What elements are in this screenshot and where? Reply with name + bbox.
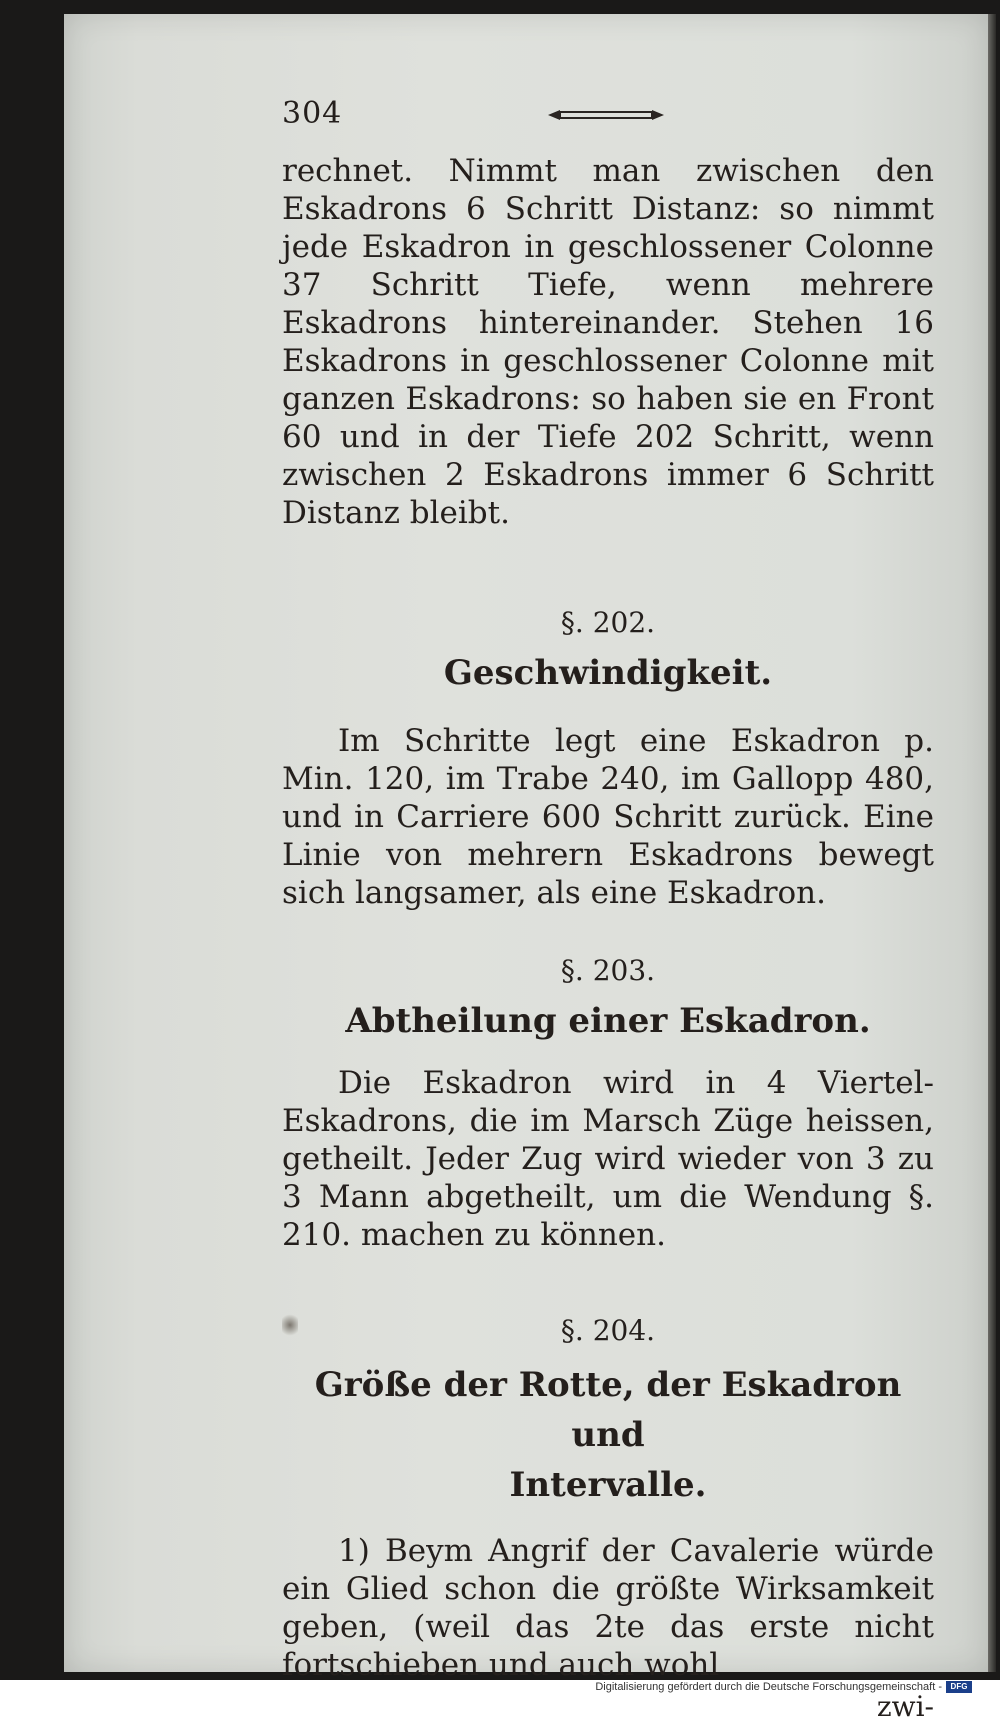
section-203-text: Die Eskadron wird in 4 Viertel-Eskadrons, die im Marsch Züge heissen, getheilt. Jeder Zug wird wieder von 3 zu 3 Mann abgetheilt, um die Wendung §. 210. machen zu können.	[282, 1065, 934, 1253]
section-203-title: Abtheilung einer Eskadron.	[345, 1001, 871, 1041]
credit-text: Digitalisierung gefördert durch die Deutsche Forschungsgemeinschaft -	[595, 1681, 942, 1693]
dfg-logo: DFG	[946, 1681, 972, 1693]
section-203-number: §. 203.	[560, 954, 656, 987]
digitization-credit	[595, 1681, 972, 1693]
intro-paragraph: rechnet. Nimmt man zwischen den Eskadrons 6 Schritt Distanz: so nimmt jede Eskadron in geschlossener Colonne 37 Schritt Tiefe, wenn mehrere Eskadrons hintereinander. Stehen 16 Eskadrons in geschlossener Colonne mit ganzen Eskadrons: so haben sie en Front 60 und in der Tiefe 202 Schritt, wenn zwischen 2 Eskadrons immer 6 Schritt Distanz bleibt.	[282, 153, 934, 531]
page-header	[282, 96, 934, 152]
section-204-number: §. 204.	[560, 1314, 656, 1347]
section-204-title: Größe der Rotte, der Eskadron und Intervalle.	[314, 1365, 902, 1505]
section-204-text: 1) Beym Angrif der Cavalerie würde ein Glied schon die größte Wirksamkeit geben, (weil das 2te das erste nicht fortschieben und auch wohl	[282, 1533, 934, 1683]
page-number: 304	[282, 96, 343, 131]
header-ornament	[546, 108, 666, 122]
section-202-title: Geschwindigkeit.	[443, 653, 773, 693]
ink-smudge	[282, 1312, 298, 1338]
text-column	[282, 96, 934, 1726]
section-202-number: §. 202.	[560, 606, 656, 639]
section-202-text: Im Schritte legt eine Eskadron p. Min. 120, im Trabe 240, im Gallopp 480, und in Carriere 600 Schritt zurück. Eine Linie von mehrern Eskadrons bewegt sich langsamer, als eine Eskadron.	[282, 723, 934, 911]
page-edge	[988, 14, 996, 1672]
catchword: zwi-	[876, 1690, 934, 1723]
